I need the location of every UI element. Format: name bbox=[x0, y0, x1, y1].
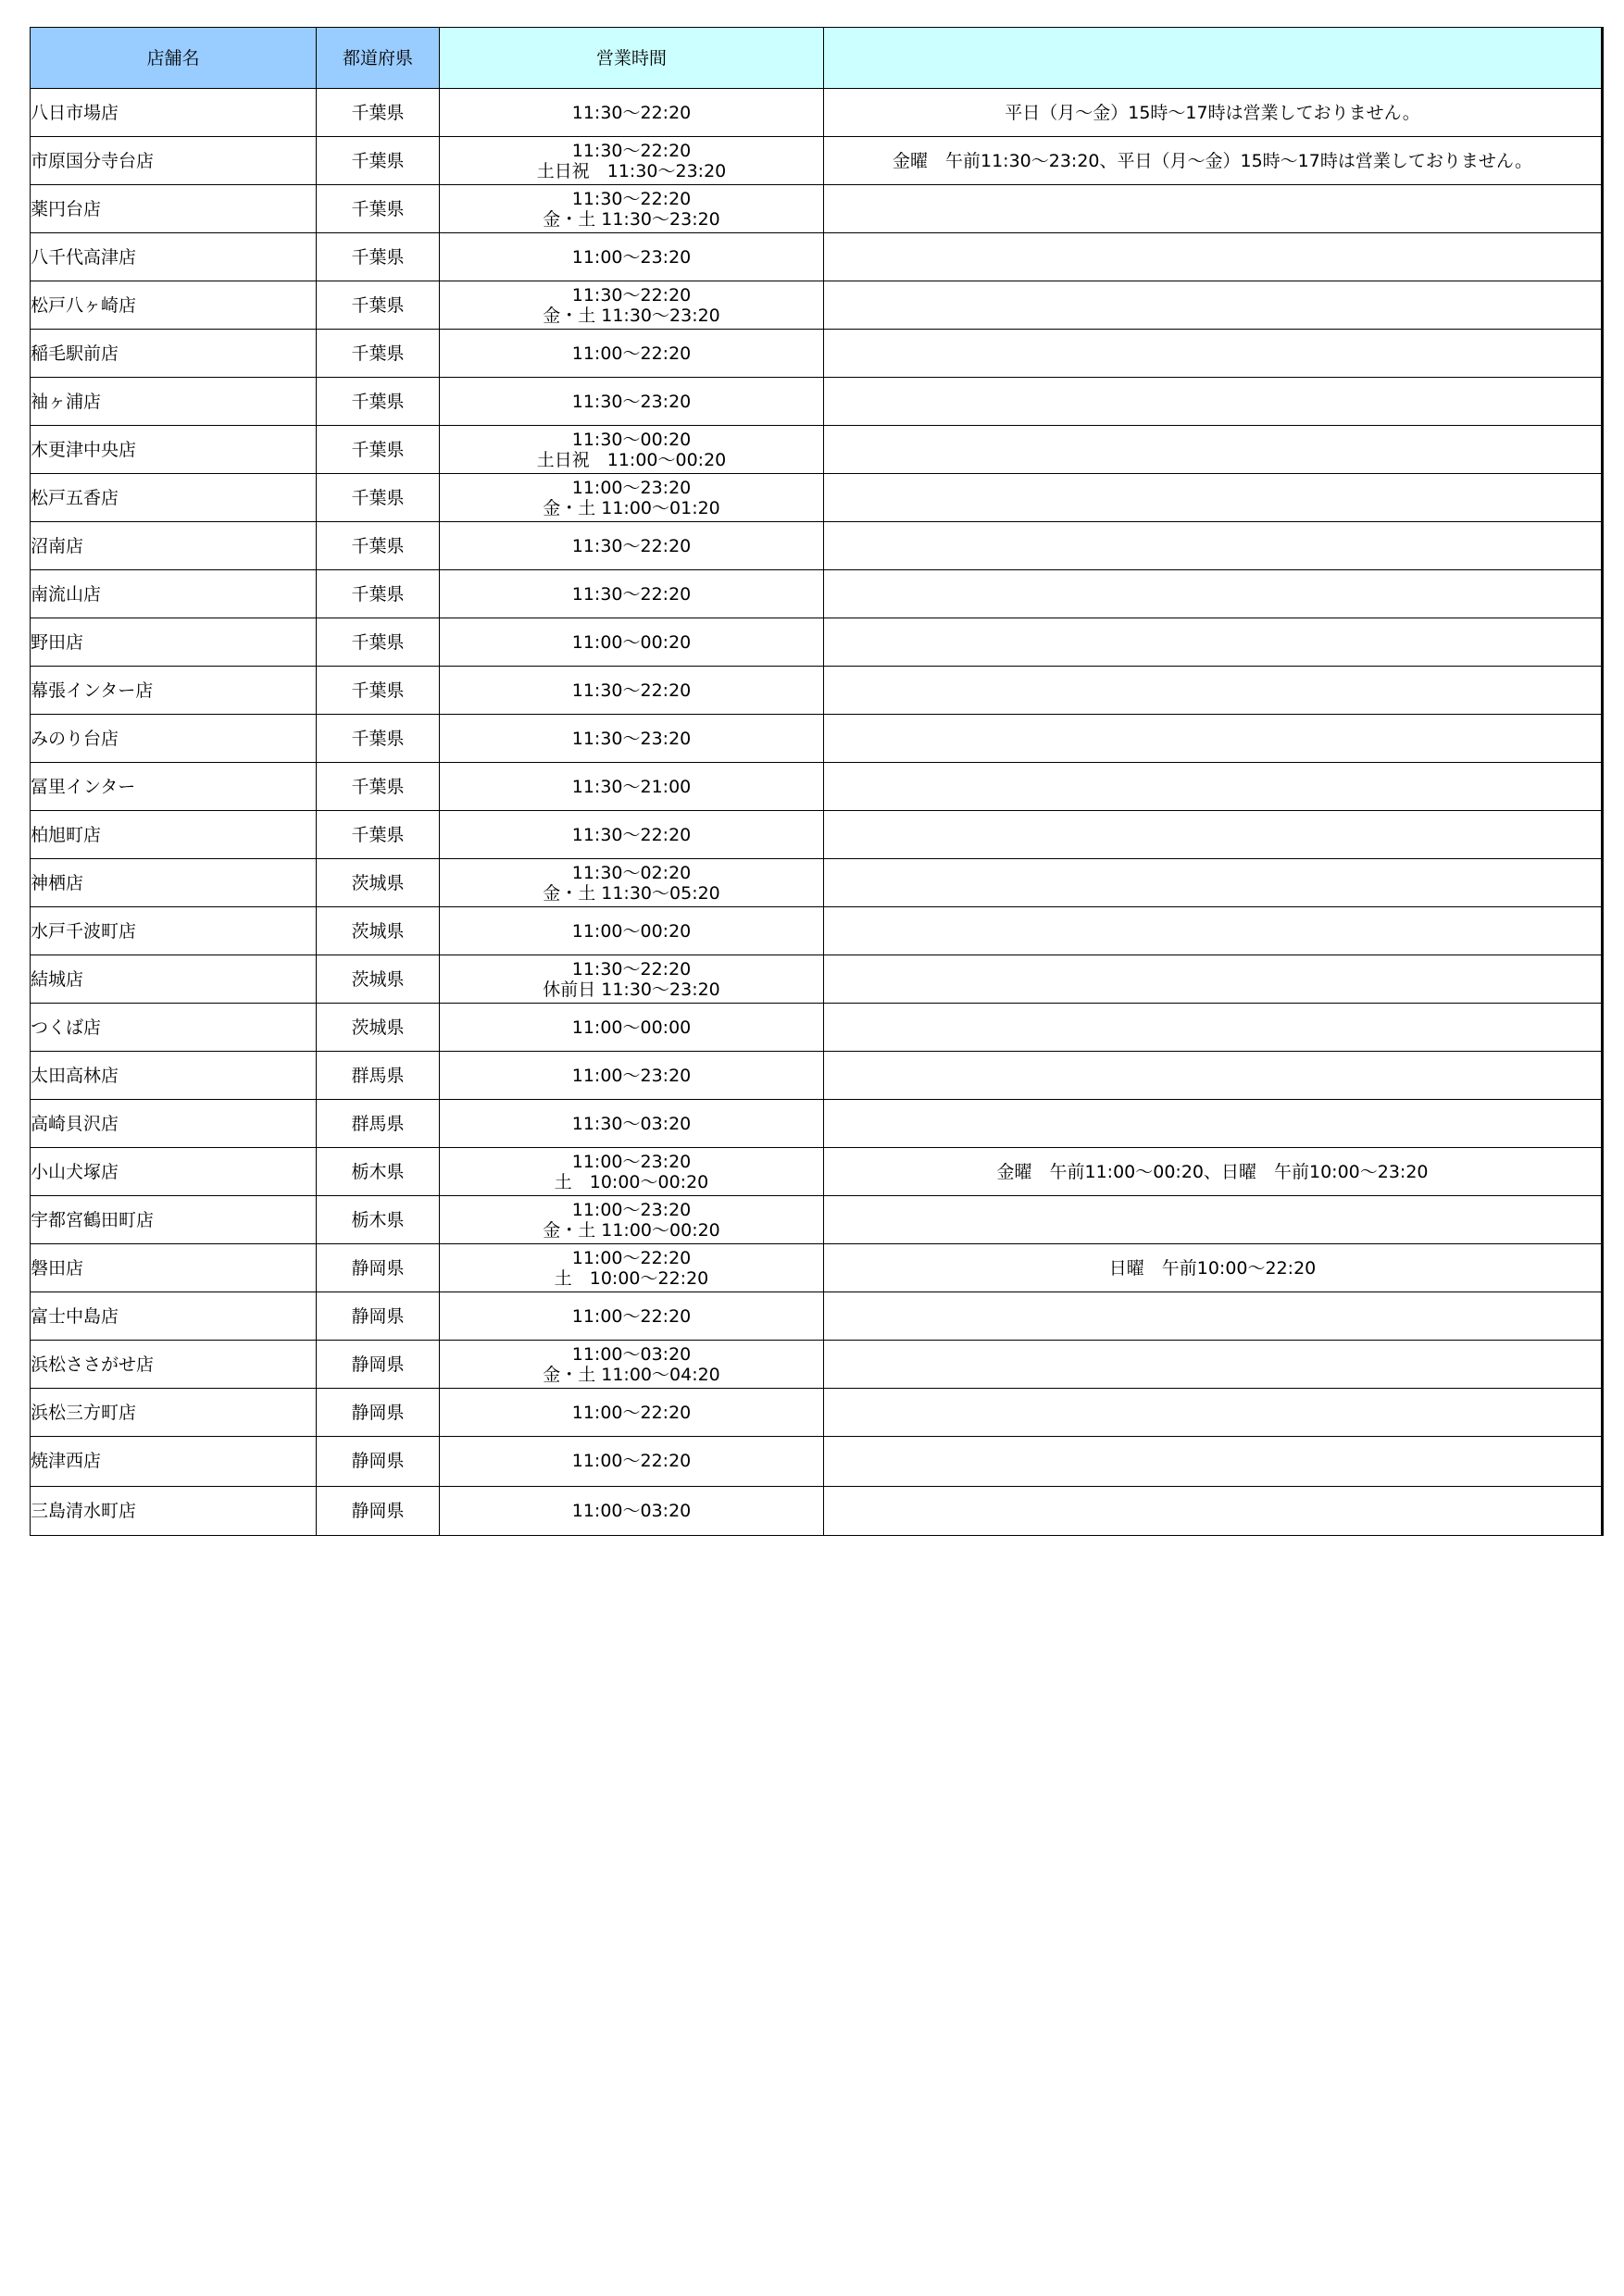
hours-line: 11:30〜22:20 bbox=[571, 824, 692, 845]
hours-line: 金・土 11:00〜04:20 bbox=[543, 1364, 720, 1385]
store-name-cell: 宇都宮鶴田町店 bbox=[31, 1196, 317, 1244]
table-row bbox=[31, 426, 1603, 474]
hours-line: 11:30〜00:20 bbox=[571, 429, 692, 450]
table-body bbox=[31, 89, 1603, 1536]
hours-line: 11:00〜03:20 bbox=[571, 1500, 692, 1521]
store-name-cell: 磐田店 bbox=[31, 1244, 317, 1292]
hours-cell bbox=[440, 1148, 824, 1196]
hours-line: 11:30〜22:20 bbox=[571, 284, 692, 306]
hours-line: 11:30〜02:20 bbox=[571, 862, 692, 883]
prefecture-cell: 静岡県 bbox=[317, 1244, 440, 1292]
note-cell: 金曜 午前11:00〜00:20、日曜 午前10:00〜23:20 bbox=[824, 1148, 1603, 1196]
store-name-cell: 袖ヶ浦店 bbox=[31, 378, 317, 426]
store-name-cell: 高崎貝沢店 bbox=[31, 1100, 317, 1148]
table-row bbox=[31, 1389, 1603, 1437]
prefecture-cell: 千葉県 bbox=[317, 281, 440, 330]
note-cell bbox=[824, 330, 1603, 378]
note-cell bbox=[824, 474, 1603, 522]
hours-cell bbox=[440, 811, 824, 859]
note-cell bbox=[824, 715, 1603, 763]
hours-line: 11:00〜22:20 bbox=[571, 1402, 692, 1423]
store-name-cell: 松戸八ヶ崎店 bbox=[31, 281, 317, 330]
note-cell bbox=[824, 1004, 1603, 1052]
table-row bbox=[31, 763, 1603, 811]
hours-line: 11:00〜23:20 bbox=[571, 1199, 692, 1220]
table-row bbox=[31, 1341, 1603, 1389]
hours-cell bbox=[440, 618, 824, 667]
table-row bbox=[31, 1052, 1603, 1100]
note-cell bbox=[824, 618, 1603, 667]
table-row bbox=[31, 89, 1603, 137]
note-cell bbox=[824, 570, 1603, 618]
note-cell bbox=[824, 1486, 1603, 1536]
hours-cell bbox=[440, 1389, 824, 1437]
store-name-cell: 木更津中央店 bbox=[31, 426, 317, 474]
prefecture-cell: 千葉県 bbox=[317, 618, 440, 667]
hours-line: 土日祝 11:30〜23:20 bbox=[536, 160, 727, 181]
prefecture-cell: 千葉県 bbox=[317, 715, 440, 763]
hours-cell bbox=[440, 1100, 824, 1148]
note-cell bbox=[824, 522, 1603, 570]
hours-cell bbox=[440, 89, 824, 137]
table-row bbox=[31, 955, 1603, 1004]
table-row bbox=[31, 233, 1603, 281]
hours-cell bbox=[440, 1052, 824, 1100]
table-row bbox=[31, 1244, 1603, 1292]
hours-line: 休前日 11:30〜23:20 bbox=[543, 979, 720, 1000]
table-row bbox=[31, 667, 1603, 715]
hours-line: 11:30〜22:20 bbox=[571, 188, 692, 209]
hours-cell bbox=[440, 715, 824, 763]
hours-line: 金・土 11:30〜05:20 bbox=[543, 882, 720, 904]
table-row bbox=[31, 474, 1603, 522]
store-name-cell: 冨里インター bbox=[31, 763, 317, 811]
store-name-cell: 浜松三方町店 bbox=[31, 1389, 317, 1437]
column-header-store-name: 店舗名 bbox=[31, 28, 317, 89]
note-cell bbox=[824, 1196, 1603, 1244]
table-row bbox=[31, 1196, 1603, 1244]
hours-line: 11:30〜23:20 bbox=[571, 391, 692, 412]
hours-line: 11:00〜23:20 bbox=[571, 477, 692, 498]
store-name-cell: 浜松ささがせ店 bbox=[31, 1341, 317, 1389]
prefecture-cell: 千葉県 bbox=[317, 570, 440, 618]
hours-cell bbox=[440, 522, 824, 570]
hours-cell bbox=[440, 763, 824, 811]
hours-line: 11:30〜22:20 bbox=[571, 140, 692, 161]
table-row bbox=[31, 137, 1603, 185]
store-name-cell: 太田高林店 bbox=[31, 1052, 317, 1100]
hours-line: 11:30〜23:20 bbox=[571, 728, 692, 749]
prefecture-cell: 千葉県 bbox=[317, 330, 440, 378]
note-cell bbox=[824, 1389, 1603, 1437]
store-hours-table bbox=[30, 27, 1604, 1536]
header-row bbox=[31, 28, 1603, 89]
table-row bbox=[31, 570, 1603, 618]
hours-cell bbox=[440, 570, 824, 618]
store-name-cell: 市原国分寺台店 bbox=[31, 137, 317, 185]
store-name-cell: 幕張インター店 bbox=[31, 667, 317, 715]
note-cell bbox=[824, 859, 1603, 907]
hours-line: 11:00〜23:20 bbox=[571, 246, 692, 268]
note-cell bbox=[824, 1341, 1603, 1389]
hours-cell bbox=[440, 1341, 824, 1389]
note-cell bbox=[824, 907, 1603, 955]
note-cell bbox=[824, 1292, 1603, 1341]
table-row bbox=[31, 378, 1603, 426]
note-cell bbox=[824, 1100, 1603, 1148]
hours-line: 11:00〜22:20 bbox=[571, 1451, 692, 1472]
hours-line: 11:30〜22:20 bbox=[571, 535, 692, 556]
hours-line: 11:00〜23:20 bbox=[571, 1065, 692, 1086]
prefecture-cell: 静岡県 bbox=[317, 1292, 440, 1341]
prefecture-cell: 群馬県 bbox=[317, 1052, 440, 1100]
prefecture-cell: 千葉県 bbox=[317, 89, 440, 137]
hours-line: 11:00〜22:20 bbox=[571, 343, 692, 364]
note-cell bbox=[824, 378, 1603, 426]
store-name-cell: 焼津西店 bbox=[31, 1437, 317, 1487]
prefecture-cell: 群馬県 bbox=[317, 1100, 440, 1148]
hours-line: 金・土 11:00〜00:20 bbox=[543, 1219, 720, 1241]
prefecture-cell: 栃木県 bbox=[317, 1148, 440, 1196]
hours-line: 11:00〜22:20 bbox=[571, 1247, 692, 1268]
hours-line: 11:00〜00:20 bbox=[571, 631, 692, 653]
hours-line: 11:00〜00:00 bbox=[571, 1017, 692, 1038]
prefecture-cell: 千葉県 bbox=[317, 378, 440, 426]
table-row bbox=[31, 859, 1603, 907]
prefecture-cell: 茨城県 bbox=[317, 907, 440, 955]
prefecture-cell: 静岡県 bbox=[317, 1486, 440, 1536]
hours-cell bbox=[440, 378, 824, 426]
column-header-hours: 営業時間 bbox=[440, 28, 824, 89]
store-name-cell: 八千代高津店 bbox=[31, 233, 317, 281]
hours-cell bbox=[440, 185, 824, 233]
store-name-cell: 神栖店 bbox=[31, 859, 317, 907]
prefecture-cell: 静岡県 bbox=[317, 1437, 440, 1487]
hours-cell bbox=[440, 474, 824, 522]
store-name-cell: 薬円台店 bbox=[31, 185, 317, 233]
column-header-prefecture: 都道府県 bbox=[317, 28, 440, 89]
hours-cell bbox=[440, 426, 824, 474]
prefecture-cell: 千葉県 bbox=[317, 667, 440, 715]
note-cell bbox=[824, 955, 1603, 1004]
prefecture-cell: 茨城県 bbox=[317, 1004, 440, 1052]
note-cell: 日曜 午前10:00〜22:20 bbox=[824, 1244, 1603, 1292]
hours-line: 土日祝 11:00〜00:20 bbox=[536, 449, 727, 470]
store-name-cell: 三島清水町店 bbox=[31, 1486, 317, 1536]
hours-cell bbox=[440, 1437, 824, 1487]
store-name-cell: 八日市場店 bbox=[31, 89, 317, 137]
table-row bbox=[31, 618, 1603, 667]
prefecture-cell: 千葉県 bbox=[317, 811, 440, 859]
prefecture-cell: 千葉県 bbox=[317, 426, 440, 474]
hours-cell bbox=[440, 859, 824, 907]
prefecture-cell: 茨城県 bbox=[317, 859, 440, 907]
note-cell bbox=[824, 667, 1603, 715]
table-row bbox=[31, 522, 1603, 570]
table-row bbox=[31, 1437, 1603, 1487]
hours-cell bbox=[440, 1244, 824, 1292]
hours-cell bbox=[440, 1196, 824, 1244]
hours-line: 土 10:00〜00:20 bbox=[554, 1171, 709, 1192]
hours-line: 金・土 11:30〜23:20 bbox=[543, 208, 720, 230]
note-cell: 金曜 午前11:30〜23:20、平日（月〜金）15時〜17時は営業しておりません。 bbox=[824, 137, 1603, 185]
table-row bbox=[31, 811, 1603, 859]
table-row bbox=[31, 330, 1603, 378]
hours-cell bbox=[440, 1004, 824, 1052]
store-name-cell: 松戸五香店 bbox=[31, 474, 317, 522]
hours-line: 11:00〜00:20 bbox=[571, 920, 692, 942]
hours-cell bbox=[440, 907, 824, 955]
hours-cell bbox=[440, 1292, 824, 1341]
hours-line: 金・土 11:30〜23:20 bbox=[543, 305, 720, 326]
note-cell bbox=[824, 233, 1603, 281]
note-cell bbox=[824, 281, 1603, 330]
store-name-cell: 富士中島店 bbox=[31, 1292, 317, 1341]
hours-line: 11:30〜22:20 bbox=[571, 102, 692, 123]
table-row bbox=[31, 1100, 1603, 1148]
store-name-cell: 沼南店 bbox=[31, 522, 317, 570]
prefecture-cell: 千葉県 bbox=[317, 185, 440, 233]
hours-cell bbox=[440, 667, 824, 715]
hours-line: 11:30〜22:20 bbox=[571, 958, 692, 980]
hours-line: 土 10:00〜22:20 bbox=[554, 1267, 709, 1289]
hours-cell bbox=[440, 330, 824, 378]
hours-line: 金・土 11:00〜01:20 bbox=[543, 497, 720, 518]
column-header-note bbox=[824, 28, 1603, 89]
store-name-cell: みのり台店 bbox=[31, 715, 317, 763]
hours-line: 11:30〜21:00 bbox=[571, 776, 692, 797]
prefecture-cell: 千葉県 bbox=[317, 474, 440, 522]
store-name-cell: 結城店 bbox=[31, 955, 317, 1004]
hours-line: 11:00〜23:20 bbox=[571, 1151, 692, 1172]
hours-line: 11:30〜22:20 bbox=[571, 583, 692, 605]
store-name-cell: 南流山店 bbox=[31, 570, 317, 618]
store-name-cell: 柏旭町店 bbox=[31, 811, 317, 859]
prefecture-cell: 静岡県 bbox=[317, 1341, 440, 1389]
table-row bbox=[31, 1004, 1603, 1052]
hours-line: 11:30〜03:20 bbox=[571, 1113, 692, 1134]
note-cell bbox=[824, 185, 1603, 233]
table-row bbox=[31, 185, 1603, 233]
store-name-cell: 野田店 bbox=[31, 618, 317, 667]
hours-cell bbox=[440, 281, 824, 330]
table-row bbox=[31, 281, 1603, 330]
store-name-cell: 小山犬塚店 bbox=[31, 1148, 317, 1196]
prefecture-cell: 茨城県 bbox=[317, 955, 440, 1004]
prefecture-cell: 静岡県 bbox=[317, 1389, 440, 1437]
note-cell bbox=[824, 1437, 1603, 1487]
note-cell bbox=[824, 1052, 1603, 1100]
hours-cell bbox=[440, 233, 824, 281]
table-row bbox=[31, 1486, 1603, 1536]
hours-cell bbox=[440, 137, 824, 185]
hours-line: 11:30〜22:20 bbox=[571, 680, 692, 701]
hours-line: 11:00〜03:20 bbox=[571, 1343, 692, 1365]
prefecture-cell: 栃木県 bbox=[317, 1196, 440, 1244]
note-cell bbox=[824, 811, 1603, 859]
note-cell: 平日（月〜金）15時〜17時は営業しておりません。 bbox=[824, 89, 1603, 137]
store-name-cell: 水戸千波町店 bbox=[31, 907, 317, 955]
store-name-cell: 稲毛駅前店 bbox=[31, 330, 317, 378]
table-row bbox=[31, 1292, 1603, 1341]
prefecture-cell: 千葉県 bbox=[317, 137, 440, 185]
store-name-cell: つくば店 bbox=[31, 1004, 317, 1052]
note-cell bbox=[824, 763, 1603, 811]
prefecture-cell: 千葉県 bbox=[317, 763, 440, 811]
hours-cell bbox=[440, 1486, 824, 1536]
hours-line: 11:00〜22:20 bbox=[571, 1305, 692, 1327]
table-row bbox=[31, 907, 1603, 955]
prefecture-cell: 千葉県 bbox=[317, 522, 440, 570]
table-row bbox=[31, 715, 1603, 763]
note-cell bbox=[824, 426, 1603, 474]
prefecture-cell: 千葉県 bbox=[317, 233, 440, 281]
table-row bbox=[31, 1148, 1603, 1196]
hours-cell bbox=[440, 955, 824, 1004]
